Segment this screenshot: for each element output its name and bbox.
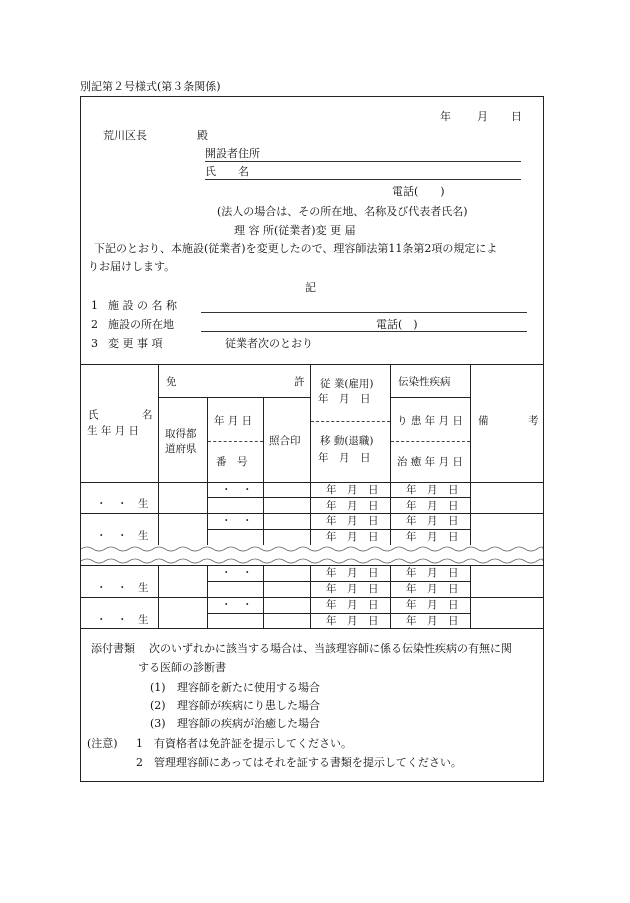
move-date-cell: 年 月 日 — [326, 615, 379, 627]
table-omission-break — [81, 545, 543, 565]
header-infectious: 伝染性疾病 — [398, 376, 451, 388]
employment-date-cell: 年 月 日 — [326, 599, 379, 611]
table-row: ・ ・ 生 — [96, 530, 149, 542]
header-move: 移 動(退職) — [320, 435, 374, 447]
header-license-number: 番 号 — [216, 456, 248, 468]
illness-date-cell: 年 月 日 — [406, 484, 459, 496]
form-frame — [80, 96, 544, 782]
move-date-cell: 年 月 日 — [326, 531, 379, 543]
license-date-cell: ・ ・ — [221, 599, 253, 611]
header-name-a: 氏 — [88, 409, 99, 421]
applicant-name-label: 氏 名 — [205, 165, 249, 178]
license-date-cell: ・ ・ — [221, 484, 253, 496]
table-row: ・ ・ 生 — [96, 498, 149, 510]
header-move-ymd: 年 月 日 — [318, 452, 371, 464]
case-3-num: (3) — [150, 717, 166, 730]
header-birthdate: 生 年 月 日 — [87, 425, 140, 437]
date-day: 日 — [511, 110, 522, 123]
note-1-num: 1 — [136, 737, 143, 750]
item-2-label: 施設の所在地 — [108, 318, 174, 331]
header-name-b: 名 — [142, 409, 153, 421]
item-2-num: 2 — [91, 318, 98, 331]
notes-label: (注意) — [87, 737, 118, 750]
employment-date-cell: 年 月 日 — [326, 515, 379, 527]
header-employment-ymd: 年 月 日 — [318, 393, 371, 405]
table-row: ・ ・ 生 — [96, 614, 149, 626]
applicant-name-line — [205, 179, 521, 180]
illness-date-cell: 年 月 日 — [406, 567, 459, 579]
table-top-border — [81, 364, 543, 365]
header-illness-date: り 患 年 月 日 — [397, 415, 463, 427]
header-employment: 従 業(雇用) — [320, 378, 374, 390]
ki-heading: 記 — [305, 281, 316, 294]
applicant-address-label: 開設者住所 — [205, 147, 260, 160]
header-cure-date: 治 癒 年 月 日 — [397, 456, 463, 468]
case-2-num: (2) — [150, 699, 166, 712]
date-year: 年 — [440, 110, 451, 123]
date-month: 月 — [477, 110, 488, 123]
attachments-line-1: 次のいずれかに該当する場合は、当該理容師に係る伝染性疾病の有無に関 — [149, 642, 512, 655]
body-line-1: 下記のとおり、本施設(従業者)を変更したので、理容師法第11条第2項の規定によ — [94, 242, 498, 255]
cure-date-cell: 年 月 日 — [406, 500, 459, 512]
case-1-num: (1) — [150, 681, 166, 694]
item-3-num: 3 — [91, 337, 98, 350]
item-2-line — [201, 331, 527, 332]
note-1-text: 有資格者は免許証を提示してください。 — [154, 737, 352, 750]
note-2-text: 管理理容師にあってはそれを証する書類を提示してください。 — [154, 756, 462, 769]
illness-date-cell: 年 月 日 — [406, 515, 459, 527]
illness-date-cell: 年 月 日 — [406, 599, 459, 611]
form-number: 別記第２号様式(第３条関係) — [80, 80, 221, 93]
header-remarks-a: 備 — [478, 415, 489, 427]
move-date-cell: 年 月 日 — [326, 583, 379, 595]
body-line-2: りお届けします。 — [88, 260, 176, 273]
applicant-phone-label: 電話( ) — [392, 185, 445, 198]
item-1-label: 施 設 の 名 称 — [108, 299, 177, 312]
item-2-phone: 電話( ) — [376, 318, 418, 331]
case-3-text: 理容師の疾病が治癒した場合 — [177, 717, 320, 730]
header-license-b: 許 — [294, 376, 305, 388]
header-prefecture-a: 取得都 — [165, 428, 197, 440]
item-3-label: 変 更 事 項 — [108, 337, 163, 350]
item-3-value: 従業者次のとおり — [225, 337, 313, 350]
case-2-text: 理容師が疾病にり患した場合 — [177, 699, 320, 712]
header-prefecture-b: 道府県 — [165, 443, 197, 455]
addressee-name: 荒川区長 — [103, 129, 147, 142]
item-1-line — [201, 312, 527, 313]
addressee-honorific: 殿 — [197, 129, 208, 142]
document-title: 理 容 所(従業者)変 更 届 — [234, 224, 356, 237]
case-1-text: 理容師を新たに使用する場合 — [177, 681, 320, 694]
header-remarks-b: 考 — [528, 415, 539, 427]
attachments-label: 添付書類 — [91, 642, 135, 655]
header-license: 免 — [166, 376, 177, 388]
cure-date-cell: 年 月 日 — [406, 615, 459, 627]
move-date-cell: 年 月 日 — [326, 500, 379, 512]
header-license-date: 年 月 日 — [214, 415, 253, 427]
header-seal: 照合印 — [269, 435, 301, 447]
cure-date-cell: 年 月 日 — [406, 531, 459, 543]
attachments-line-2: する医師の診断書 — [138, 661, 226, 674]
applicant-address-line — [205, 161, 521, 162]
note-2-num: 2 — [136, 756, 143, 769]
cure-date-cell: 年 月 日 — [406, 583, 459, 595]
employment-date-cell: 年 月 日 — [326, 567, 379, 579]
table-row: ・ ・ 生 — [96, 582, 149, 594]
applicant-corp-note: (法人の場合は、その所在地、名称及び代表者氏名) — [217, 205, 468, 218]
license-date-cell: ・ ・ — [221, 515, 253, 527]
employment-date-cell: 年 月 日 — [326, 484, 379, 496]
license-date-cell: ・ ・ — [221, 567, 253, 579]
item-1-num: 1 — [91, 299, 98, 312]
